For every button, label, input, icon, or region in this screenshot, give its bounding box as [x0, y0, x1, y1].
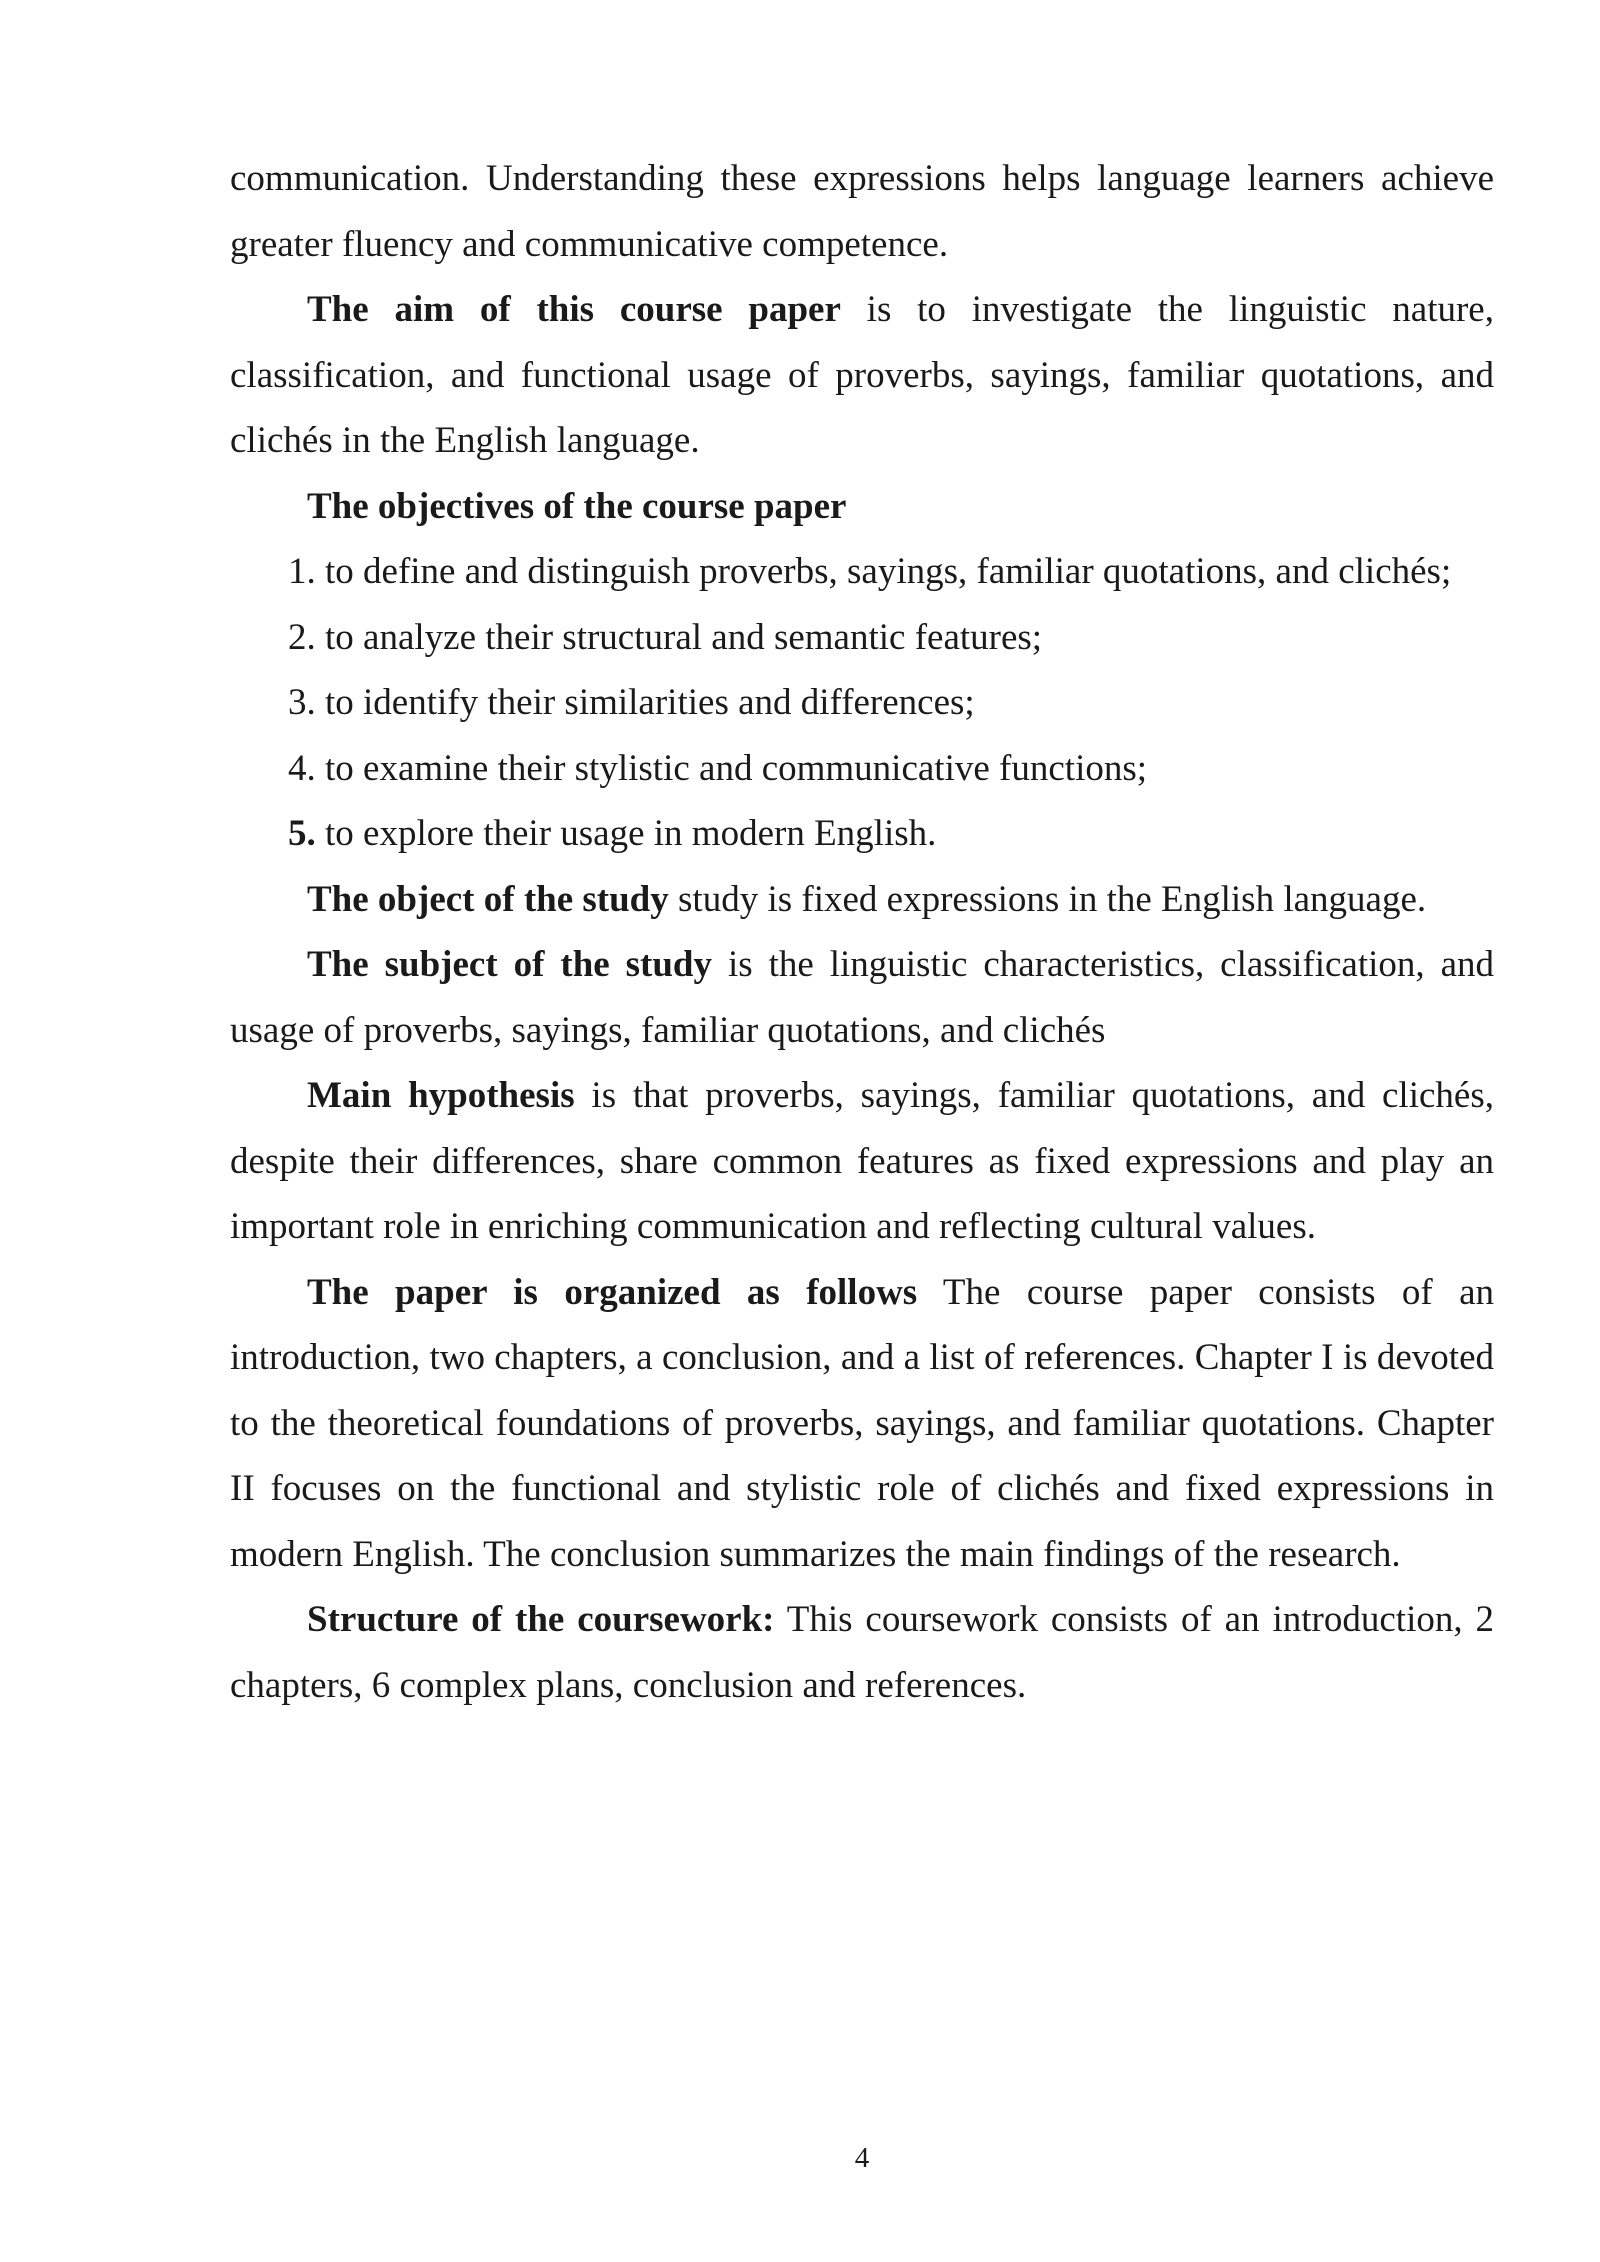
objective-number: 5. [288, 813, 316, 854]
objective-item [230, 736, 1494, 802]
objectives-heading: The objectives of the course paper [307, 485, 847, 527]
aim-label: The aim of this course paper [307, 289, 841, 330]
objective-text: to examine their stylistic and communicative functions; [315, 747, 1148, 789]
subject-text: is the linguistic characteristics, classification, and usage of proverbs, sayings, familiar quotations, and clichés [230, 944, 1494, 1051]
objective-text: to define and distinguish proverbs, sayings, familiar quotations, and clichés; [315, 551, 1452, 592]
subject-paragraph [230, 932, 1494, 1063]
objective-number: 3. [288, 682, 316, 723]
structure-label: Structure of the coursework: [307, 1599, 775, 1640]
intro-continuation [230, 146, 1494, 277]
hypothesis-paragraph [230, 1063, 1494, 1260]
subject-label: The subject of the study [307, 944, 713, 985]
page-number: 4 [854, 2142, 870, 2174]
document-page [230, 146, 1494, 1718]
objective-text: to identify their similarities and differences; [315, 682, 975, 723]
objectives-list [230, 539, 1494, 867]
aim-text: is to investigate the linguistic nature, classification, and functional usage of proverbs, sayings, familiar quotations, and clichés in the English language. [230, 289, 1494, 461]
structure-paragraph [230, 1587, 1494, 1718]
objective-item [230, 539, 1494, 605]
organization-label: The paper is organized as follows [307, 1271, 918, 1313]
object-label: The object of the study [307, 878, 669, 920]
object-text: study is fixed expressions in the English language. [668, 878, 1427, 920]
objective-text: to analyze their structural and semantic features; [315, 616, 1043, 658]
objective-number: 4. [288, 747, 316, 789]
objective-text: to explore their usage in modern English. [315, 813, 937, 854]
hypothesis-label: Main hypothesis [307, 1075, 575, 1116]
objective-item [230, 605, 1494, 671]
organization-paragraph [230, 1260, 1494, 1588]
organization-text: The course paper consists of an introduction, two chapters, a conclusion, and a list of references. Chapter I is devoted to the theoretical foundations of proverbs, sayings, and familiar quotations. Chapter II focuses on the functional and stylistic role of clichés and fixed expressions in modern English. The conclusion summarizes the main findings of the research. [230, 1271, 1494, 1575]
aim-paragraph [230, 277, 1494, 474]
hypothesis-text: is that proverbs, sayings, familiar quotations, and clichés, despite their differences, share common features as fixed expressions and play an important role in enriching communication and reflecting cultural values. [230, 1075, 1494, 1247]
objective-number: 1. [288, 551, 316, 592]
intro-text: communication. Understanding these expressions helps language learners achieve greater fluency and communicative competence. [230, 158, 1494, 265]
objective-number: 2. [288, 616, 316, 658]
object-paragraph [230, 867, 1494, 933]
objective-item [230, 801, 1494, 867]
objective-item [230, 670, 1494, 736]
structure-text: This coursework consists of an introduction, 2 chapters, 6 complex plans, conclusion and references. [230, 1599, 1494, 1706]
